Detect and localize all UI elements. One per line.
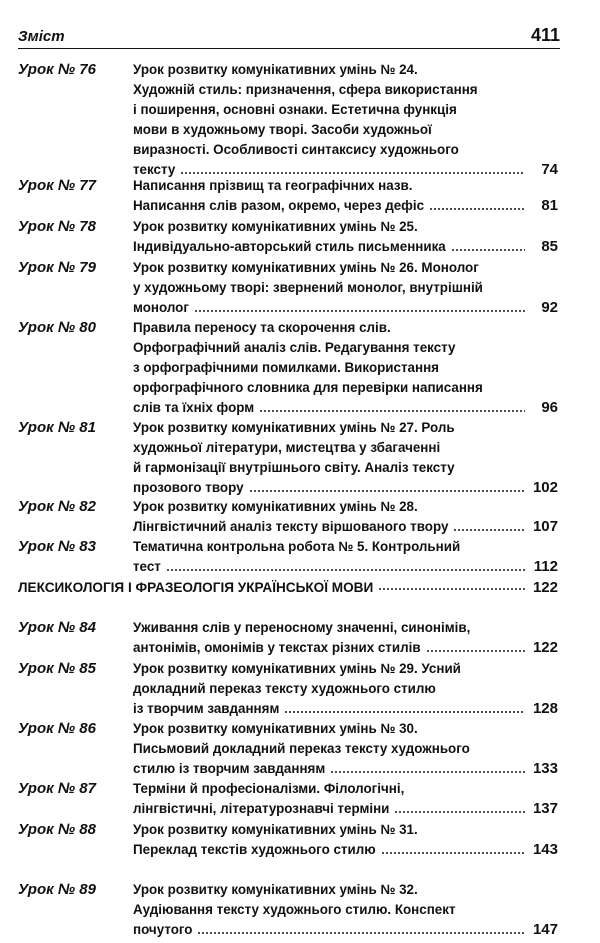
entry-text-line: орфографічного словника для перевірки написання: [133, 380, 483, 395]
leader-dots: [249, 489, 525, 493]
entry-page: 133: [532, 760, 558, 777]
leader-dots: [451, 248, 525, 252]
entry-text-line: Урок розвитку комунікативних умінь № 29. Усний: [133, 661, 461, 676]
leader-dots: [197, 931, 525, 935]
lesson-number: Урок № 86: [18, 720, 96, 737]
entry-text-line: Художній стиль: призначення, сфера використання: [133, 82, 478, 97]
entry-text-line: стилю із творчим завданням: [133, 761, 326, 776]
entry-text-line: Лінгвістичний аналіз тексту віршованого твору: [133, 519, 449, 534]
section-title: ЛЕКСИКОЛОГІЯ І ФРАЗЕОЛОГІЯ УКРАЇНСЬКОЇ МОВИ: [18, 580, 374, 595]
entry-text-line: Індивідуально-авторський стиль письменника: [133, 239, 446, 254]
section-page: 122: [532, 579, 558, 596]
header-page-number: 411: [530, 25, 560, 45]
entry-text-line: тексту: [133, 162, 176, 177]
leader-dots: [429, 207, 525, 211]
entry-text-line: художньої літератури, мистецтва у збагаченні: [133, 440, 441, 455]
entry-text-line: Урок розвитку комунікативних умінь № 24.: [133, 62, 418, 77]
entry-text-line: почутого: [133, 922, 193, 937]
entry-text-line: із творчим завданням: [133, 701, 280, 716]
entry-text-line: Урок розвитку комунікативних умінь № 31.: [133, 822, 418, 837]
entry-text-line: докладний переказ тексту художнього стилю: [133, 681, 436, 696]
entry-text-line: Урок розвитку комунікативних умінь № 28.: [133, 499, 418, 514]
entry-text-line: антонімів, омонімів у текстах різних стилів: [133, 640, 421, 655]
entry-body: [133, 418, 558, 498]
leader-dots: [180, 171, 525, 175]
leader-dots: [453, 528, 525, 532]
entry-page: 102: [532, 479, 558, 496]
entry-body: [133, 618, 558, 658]
lesson-number: Урок № 89: [18, 881, 96, 898]
entry-page: 143: [532, 841, 558, 858]
lesson-number: Урок № 82: [18, 498, 96, 515]
entry-body: [133, 60, 558, 180]
entry-text-line: монолог: [133, 300, 189, 315]
entry-page: 128: [532, 700, 558, 717]
section-heading: [18, 579, 558, 596]
entry-text-line: і поширення, основні ознаки. Естетична функція: [133, 102, 457, 117]
entry-text-line: Переклад текстів художнього стилю: [133, 842, 376, 857]
entry-text-line: Терміни й професіоналізми. Філологічні,: [133, 781, 405, 796]
entry-text-line: Урок розвитку комунікативних умінь № 25.: [133, 219, 418, 234]
lesson-number: Урок № 76: [18, 61, 96, 78]
entry-body: [133, 176, 558, 216]
leader-dots: [166, 568, 525, 572]
entry-body: [133, 719, 558, 779]
entry-page: 122: [532, 639, 558, 656]
leader-dots: [381, 851, 525, 855]
leader-dots: [330, 770, 525, 774]
entry-text-line: Орфографічний аналіз слів. Редагування тексту: [133, 340, 456, 355]
entry-page: 92: [541, 299, 558, 316]
leader-dots: [284, 710, 525, 714]
page-header: [18, 22, 560, 49]
entry-text-line: Написання слів разом, окремо, через дефіс: [133, 198, 425, 213]
entry-body: [133, 537, 558, 577]
lesson-number: Урок № 88: [18, 821, 96, 838]
entry-text-line: Уживання слів у переносному значенні, синонімів,: [133, 620, 471, 635]
lesson-number: Урок № 78: [18, 218, 96, 235]
entry-body: [133, 779, 558, 819]
entry-text-line: прозового твору: [133, 480, 244, 495]
entry-text-line: Урок розвитку комунікативних умінь № 27. Роль: [133, 420, 455, 435]
entry-body: [133, 659, 558, 719]
lesson-number: Урок № 79: [18, 259, 96, 276]
entry-text-line: слів та їхніх форм: [133, 400, 255, 415]
entry-text-line: виразності. Особливості синтаксису художнього: [133, 142, 459, 157]
entry-text-line: Написання прізвищ та географічних назв.: [133, 178, 413, 193]
header-title: Зміст: [18, 28, 65, 45]
lesson-number: Урок № 87: [18, 780, 96, 797]
entry-page: 96: [541, 399, 558, 416]
entry-text-line: мови в художньому творі. Засоби художньої: [133, 122, 432, 137]
entry-page: 147: [532, 921, 558, 938]
entry-text-line: у художньому творі: звернений монолог, внутрішній: [133, 280, 483, 295]
leader-dots: [394, 810, 525, 814]
lesson-number: Урок № 77: [18, 177, 96, 194]
lesson-number: Урок № 83: [18, 538, 96, 555]
leader-dots: [426, 649, 525, 653]
entry-text-line: тест: [133, 559, 161, 574]
entry-page: 74: [541, 161, 558, 178]
entry-text-line: Письмовий докладний переказ тексту художнього: [133, 741, 470, 756]
entry-text-line: Аудіювання тексту художнього стилю. Конспект: [133, 902, 456, 917]
entry-text-line: з орфографічними помилками. Використання: [133, 360, 439, 375]
lesson-number: Урок № 85: [18, 660, 96, 677]
entry-text-line: лінгвістичні, літературознавчі терміни: [133, 801, 390, 816]
entry-page: 107: [532, 518, 558, 535]
entry-body: [133, 820, 558, 860]
entry-text-line: Правила переносу та скорочення слів.: [133, 320, 391, 335]
entry-page: 85: [541, 238, 558, 255]
leader-dots: [378, 587, 525, 591]
lesson-number: Урок № 81: [18, 419, 96, 436]
entry-page: 137: [532, 800, 558, 817]
entry-text-line: Урок розвитку комунікативних умінь № 32.: [133, 882, 418, 897]
entry-page: 81: [541, 197, 558, 214]
entry-body: [133, 497, 558, 537]
entry-body: [133, 217, 558, 257]
lesson-number: Урок № 80: [18, 319, 96, 336]
entry-body: [133, 880, 558, 940]
leader-dots: [194, 309, 525, 313]
entry-text-line: Урок розвитку комунікативних умінь № 30.: [133, 721, 418, 736]
leader-dots: [259, 409, 525, 413]
entry-text-line: й гармонізації внутрішнього світу. Аналіз тексту: [133, 460, 455, 475]
lesson-number: Урок № 84: [18, 619, 96, 636]
entry-body: [133, 318, 558, 418]
entry-text-line: Урок розвитку комунікативних умінь № 26. Монолог: [133, 260, 479, 275]
entry-body: [133, 258, 558, 318]
entry-text-line: Тематична контрольна робота № 5. Контрольний: [133, 539, 461, 554]
entry-page: 112: [533, 558, 558, 575]
